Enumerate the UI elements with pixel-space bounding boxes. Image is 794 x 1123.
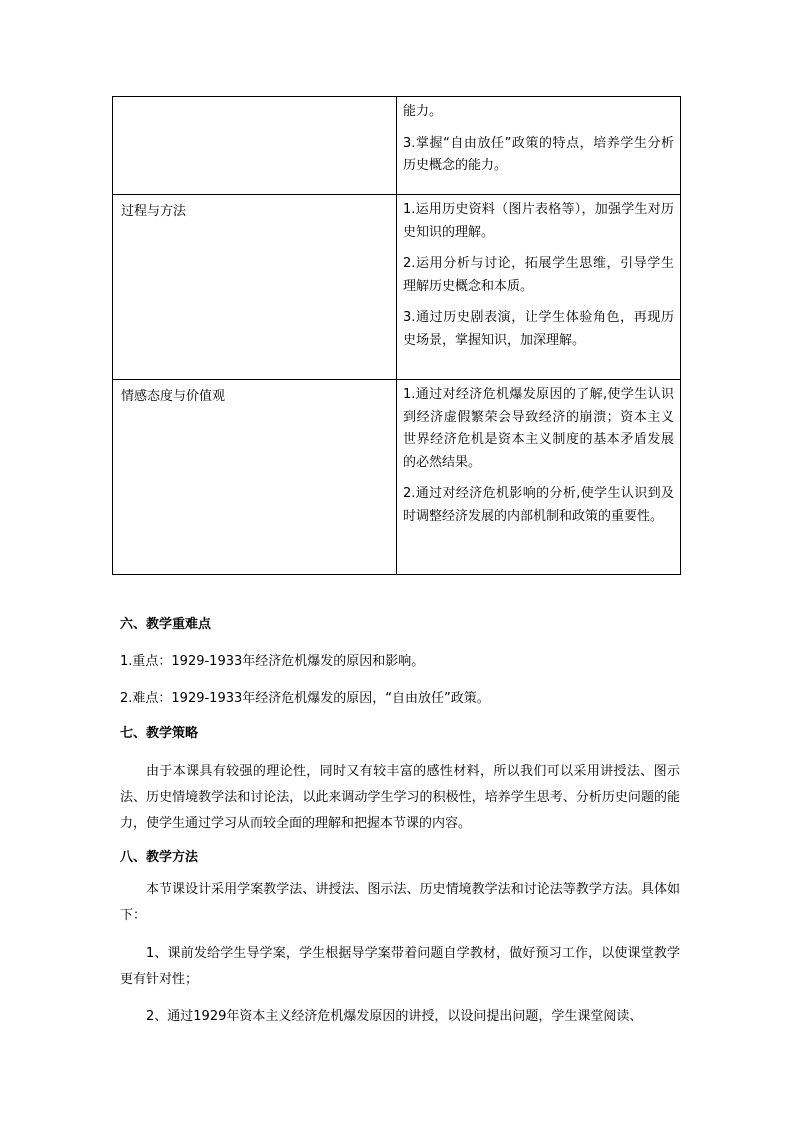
row-label: 情感态度与价值观 bbox=[121, 389, 226, 404]
method-intro: 本节课设计采用学案教学法、讲授法、图示法、历史情境教学法和讨论法等教学方法。具体如下： bbox=[120, 882, 680, 923]
row-content-cell bbox=[397, 97, 681, 195]
row-content-cell bbox=[397, 195, 681, 380]
objective-item: 3.通过历史剧表演，让学生体验角色，再现历史场景，掌握知识，加深理解。 bbox=[403, 310, 674, 348]
section-heading: 八、教学方法 bbox=[120, 850, 199, 865]
table-row bbox=[113, 380, 681, 575]
table-row bbox=[113, 97, 681, 195]
objective-item: 1.通过对经济危机爆发原因的了解,使学生认识到经济虚假繁荣会导致经济的崩溃；资本主义世界经济危机是资本主义制度的基本矛盾发展的必然结果。 bbox=[403, 387, 674, 470]
objective-item: 3.掌握“自由放任”政策的特点，培养学生分析历史概念的能力。 bbox=[403, 135, 674, 173]
row-label-cell bbox=[113, 195, 397, 380]
row-label-cell bbox=[113, 380, 397, 575]
strategy-paragraph: 由于本课具有较强的理论性，同时又有较丰富的感性材料，所以我们可以采用讲授法、图示法、历史情境教学法和讨论法，以此来调动学生学习的积极性，培养学生思考、分析历史问题的能力，使学生通过学习从而较全面的理解和把握本节课的内容。 bbox=[120, 764, 680, 831]
method-item: 1、课前发给学生导学案，学生根据导学案带着问题自学教材，做好预习工作，以使课堂教学更有针对性； bbox=[120, 946, 680, 987]
method-item: 2、通过1929年资本主义经济危机爆发原因的讲授，以设问提出问题，学生课堂阅读、 bbox=[146, 1009, 643, 1024]
objective-item: 2.通过对经济危机影响的分析,使学生认识到及时调整经济发展的内部机制和政策的重要性。 bbox=[403, 486, 674, 524]
objective-item: 1.运用历史资料（图片表格等），加强学生对历史知识的理解。 bbox=[403, 202, 674, 240]
section-heading: 六、教学重难点 bbox=[120, 617, 212, 632]
objectives-table bbox=[112, 96, 681, 575]
row-content-cell bbox=[397, 380, 681, 575]
objective-item: 2.运用分析与讨论，拓展学生思维，引导学生理解历史概念和本质。 bbox=[403, 256, 674, 294]
key-point: 1.重点：1929-1933年经济危机爆发的原因和影响。 bbox=[120, 654, 425, 669]
difficult-point: 2.难点：1929-1933年经济危机爆发的原因，“自由放任”政策。 bbox=[120, 691, 490, 706]
row-label: 过程与方法 bbox=[121, 204, 187, 219]
objective-item: 能力。 bbox=[403, 104, 443, 119]
row-label-cell bbox=[113, 97, 397, 195]
row-label bbox=[113, 97, 396, 103]
table-row bbox=[113, 195, 681, 380]
section-heading: 七、教学策略 bbox=[120, 726, 199, 741]
